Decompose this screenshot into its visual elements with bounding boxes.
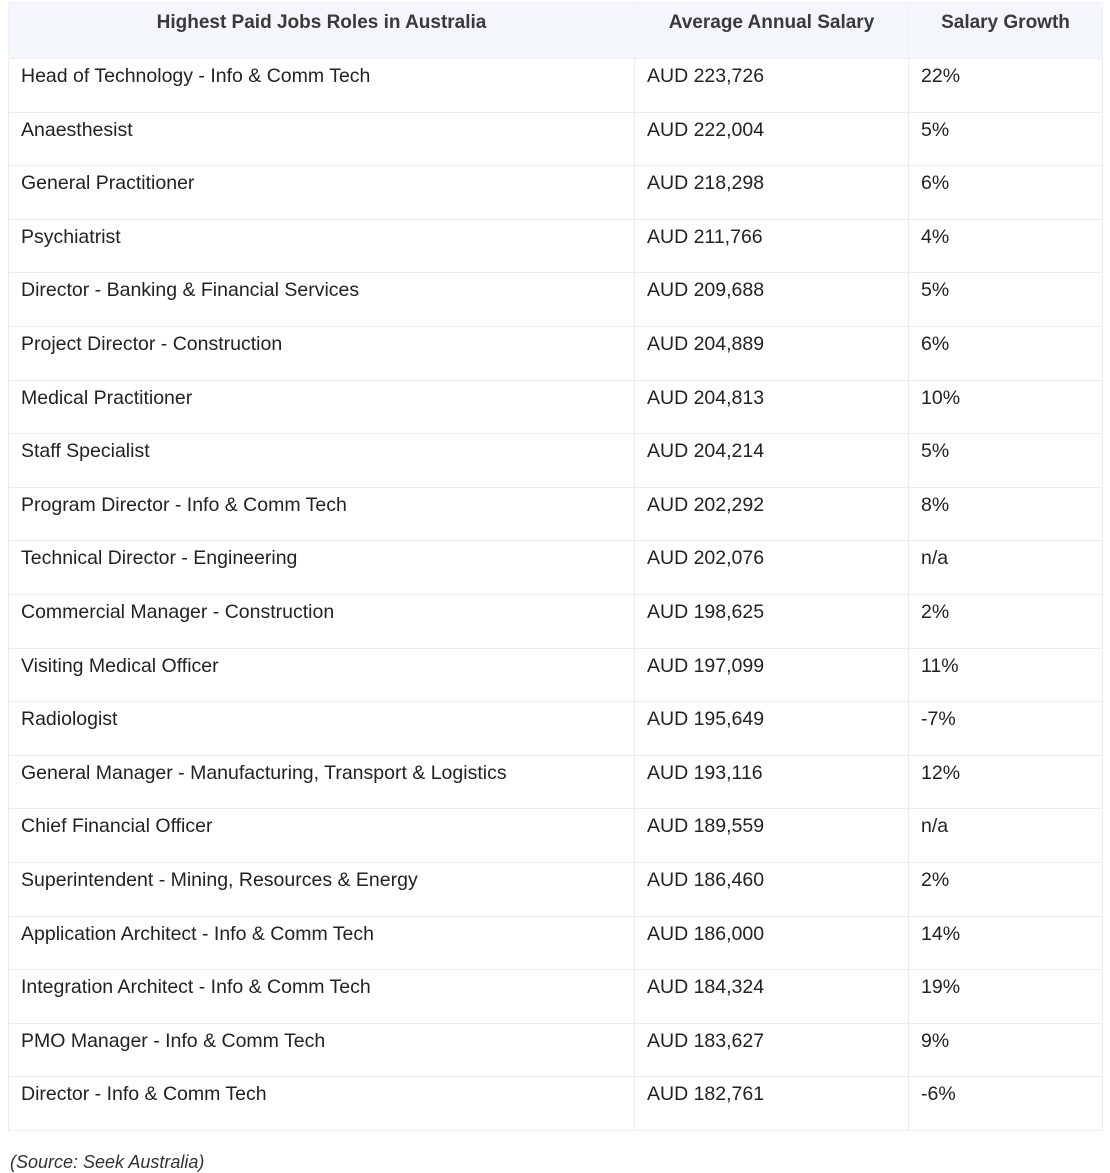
table-row: [9, 648, 1103, 702]
salary-cell: AUD 223,726: [635, 59, 909, 113]
job-role-cell: Technical Director - Engineering: [9, 541, 635, 595]
job-role-cell: Medical Practitioner: [9, 380, 635, 434]
table-row: [9, 434, 1103, 488]
table-row: [9, 326, 1103, 380]
growth-cell: 6%: [909, 166, 1103, 220]
job-role-cell: Chief Financial Officer: [9, 809, 635, 863]
growth-cell: 4%: [909, 219, 1103, 273]
table-row: [9, 541, 1103, 595]
job-role-cell: Project Director - Construction: [9, 326, 635, 380]
salary-cell: AUD 202,076: [635, 541, 909, 595]
table-body: [9, 59, 1103, 1131]
table-row: [9, 273, 1103, 327]
job-role-cell: General Practitioner: [9, 166, 635, 220]
job-role-cell: Superintendent - Mining, Resources & Energy: [9, 862, 635, 916]
job-role-cell: Director - Info & Comm Tech: [9, 1077, 635, 1131]
growth-cell: 14%: [909, 916, 1103, 970]
growth-cell: 11%: [909, 648, 1103, 702]
job-role-cell: PMO Manager - Info & Comm Tech: [9, 1023, 635, 1077]
growth-cell: 22%: [909, 59, 1103, 113]
table-row: [9, 1077, 1103, 1131]
salary-cell: AUD 222,004: [635, 112, 909, 166]
job-role-cell: Visiting Medical Officer: [9, 648, 635, 702]
salary-cell: AUD 183,627: [635, 1023, 909, 1077]
salary-table: [8, 2, 1103, 1131]
salary-cell: AUD 204,813: [635, 380, 909, 434]
salary-cell: AUD 186,460: [635, 862, 909, 916]
source-caption: (Source: Seek Australia): [10, 1152, 205, 1172]
table-row: [9, 219, 1103, 273]
growth-cell: 8%: [909, 487, 1103, 541]
header-salary-growth: Salary Growth: [909, 3, 1103, 59]
growth-cell: n/a: [909, 541, 1103, 595]
job-role-cell: Anaesthesist: [9, 112, 635, 166]
salary-cell: AUD 189,559: [635, 809, 909, 863]
table-row: [9, 809, 1103, 863]
salary-cell: AUD 209,688: [635, 273, 909, 327]
job-role-cell: Director - Banking & Financial Services: [9, 273, 635, 327]
job-role-cell: Head of Technology - Info & Comm Tech: [9, 59, 635, 113]
table-row: [9, 59, 1103, 113]
growth-cell: 2%: [909, 594, 1103, 648]
growth-cell: 5%: [909, 434, 1103, 488]
table-row: [9, 380, 1103, 434]
salary-cell: AUD 184,324: [635, 970, 909, 1024]
salary-cell: AUD 204,889: [635, 326, 909, 380]
table-row: [9, 970, 1103, 1024]
growth-cell: 6%: [909, 326, 1103, 380]
salary-cell: AUD 193,116: [635, 755, 909, 809]
header-job-role: Highest Paid Jobs Roles in Australia: [9, 3, 635, 59]
growth-cell: 19%: [909, 970, 1103, 1024]
table-header: [9, 3, 1103, 59]
growth-cell: 12%: [909, 755, 1103, 809]
table-row: [9, 755, 1103, 809]
table-row: [9, 1023, 1103, 1077]
table-row: [9, 862, 1103, 916]
table-row: [9, 487, 1103, 541]
job-role-cell: General Manager - Manufacturing, Transport & Logistics: [9, 755, 635, 809]
growth-cell: 10%: [909, 380, 1103, 434]
job-role-cell: Integration Architect - Info & Comm Tech: [9, 970, 635, 1024]
job-role-cell: Commercial Manager - Construction: [9, 594, 635, 648]
table-row: [9, 916, 1103, 970]
growth-cell: n/a: [909, 809, 1103, 863]
growth-cell: 2%: [909, 862, 1103, 916]
salary-cell: AUD 198,625: [635, 594, 909, 648]
salary-cell: AUD 204,214: [635, 434, 909, 488]
growth-cell: -7%: [909, 702, 1103, 756]
header-average-salary: Average Annual Salary: [635, 3, 909, 59]
job-role-cell: Staff Specialist: [9, 434, 635, 488]
table-row: [9, 702, 1103, 756]
job-role-cell: Program Director - Info & Comm Tech: [9, 487, 635, 541]
growth-cell: 9%: [909, 1023, 1103, 1077]
growth-cell: 5%: [909, 112, 1103, 166]
salary-table-container: [8, 2, 1102, 1131]
growth-cell: -6%: [909, 1077, 1103, 1131]
salary-cell: AUD 186,000: [635, 916, 909, 970]
job-role-cell: Psychiatrist: [9, 219, 635, 273]
table-row: [9, 166, 1103, 220]
table-row: [9, 594, 1103, 648]
salary-cell: AUD 211,766: [635, 219, 909, 273]
growth-cell: 5%: [909, 273, 1103, 327]
header-row: [9, 3, 1103, 59]
table-row: [9, 112, 1103, 166]
salary-cell: AUD 195,649: [635, 702, 909, 756]
salary-cell: AUD 182,761: [635, 1077, 909, 1131]
salary-cell: AUD 218,298: [635, 166, 909, 220]
job-role-cell: Application Architect - Info & Comm Tech: [9, 916, 635, 970]
salary-cell: AUD 202,292: [635, 487, 909, 541]
salary-cell: AUD 197,099: [635, 648, 909, 702]
job-role-cell: Radiologist: [9, 702, 635, 756]
